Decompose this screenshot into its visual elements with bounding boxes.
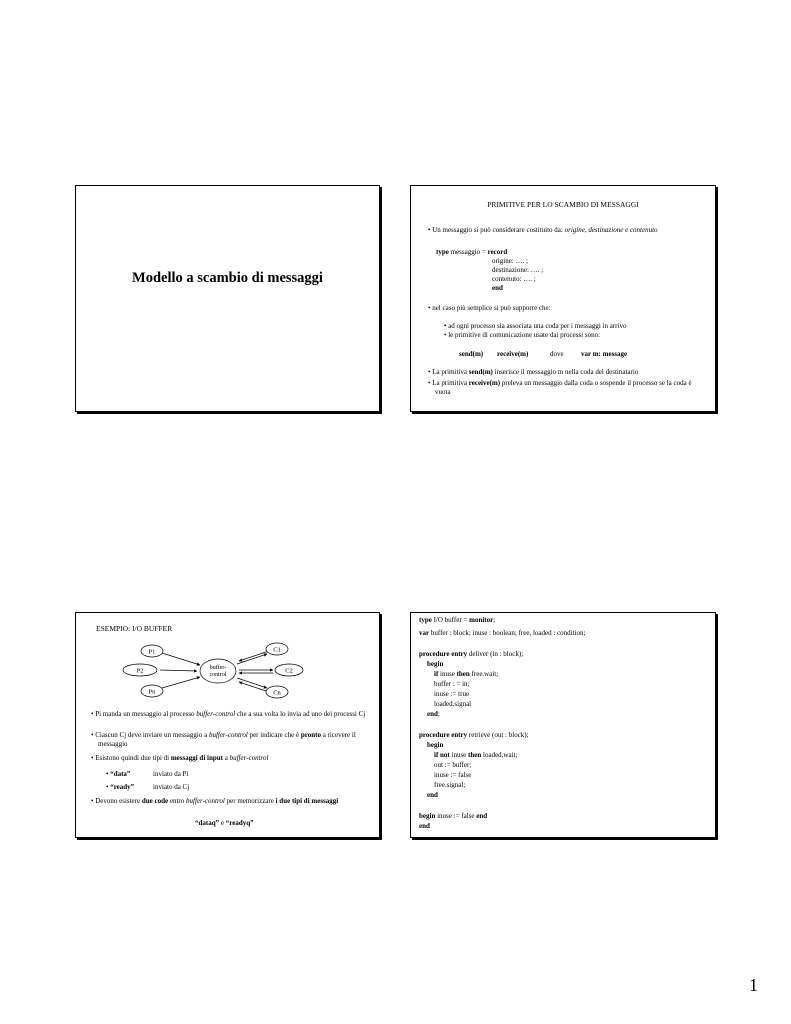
code-line: begin	[427, 741, 444, 749]
prim-var: var m: message	[581, 350, 628, 358]
code-line: if inuse then free.wait;	[434, 670, 499, 678]
prim-receive: receive(m)	[497, 350, 529, 358]
node-label: buffer-	[209, 665, 227, 671]
arrow-pn-to-buffer	[162, 677, 200, 688]
record-field: destinazione: …. ;	[492, 266, 544, 274]
type-line: type messaggio = record	[436, 248, 508, 256]
bullet-queues: • Devono esistere due code entro buffer-control per memorizzare i due tipi di messaggi	[91, 797, 339, 805]
code-line: procedure entry deliver (in : block);	[419, 650, 524, 658]
queue-names: “dataq” e “readyq”	[195, 819, 254, 827]
code-line: free.signal;	[434, 781, 466, 789]
code-line: inuse := true	[434, 690, 470, 698]
bullet-receive: • La primitiva receive(m) preleva un messaggio dalla coda o sospende il processo se la coda è vuota	[428, 379, 692, 396]
record-field: origine: …. ;	[492, 257, 528, 265]
slide-title	[75, 185, 380, 412]
record-end: end	[492, 284, 503, 292]
node-label: Pn	[148, 688, 156, 696]
prim-send: send(m)	[459, 350, 484, 358]
node-label: control	[209, 672, 227, 678]
sub-bullet: • le primitive di comunicazione usate dai processi sono:	[444, 331, 601, 339]
node-label: C1	[273, 646, 281, 654]
sub-bullet-data: • “data”	[106, 770, 131, 778]
code-line: procedure entry retrieve (out : block);	[419, 731, 529, 739]
slide-title-text: Modello a scambio di messaggi	[132, 270, 323, 286]
prim-dove: dove	[550, 350, 564, 358]
bullet-types: • Esistono quindi due tipi di messaggi di input a buffer-control	[91, 754, 269, 762]
code-line: end;	[427, 710, 440, 718]
code-line: if not inuse then loaded.wait;	[434, 751, 518, 759]
arrow-p1-to-buffer	[162, 653, 200, 665]
slide-heading: ESEMPIO: I/O BUFFER	[96, 624, 173, 633]
code-line: end	[427, 791, 438, 799]
node-label: C2	[285, 667, 293, 675]
code-line: begin	[427, 660, 444, 668]
code-line: buffer : = in;	[434, 680, 470, 688]
bullet-simple-case: • nel caso più semplice si può supporre che:	[428, 304, 551, 312]
bullet-pi: • Pi manda un messaggio al processo buffer-control che a sua volta lo invia ad uno dei processi Cj	[91, 710, 366, 718]
node-buffer-control	[200, 659, 236, 683]
arrow-c1-to-buffer	[239, 651, 269, 661]
sub-bullet-ready: • “ready”	[106, 783, 135, 791]
sub-bullet-data-text: inviato da Pi	[153, 770, 189, 778]
page-number: 1	[749, 975, 758, 995]
code-line: loaded.signal	[434, 700, 472, 708]
code-line: begin inuse := false end	[419, 812, 488, 820]
code-line: type I/O buffer = monitor;	[419, 616, 496, 624]
arrow-p2-to-buffer	[160, 670, 197, 671]
bullet-cj: • Ciascun Cj deve inviare un messaggio a buffer-control per indicare che è pronto a ricevere il messaggio	[91, 731, 356, 748]
slide-io-buffer	[75, 612, 380, 838]
sub-bullet: • ad ogni processo sia associata una coda per i messaggi in arrivo	[444, 322, 627, 330]
node-label: Cn	[273, 689, 281, 697]
code-line: end	[419, 822, 430, 830]
arrow-buffer-to-c1	[237, 654, 267, 664]
code-line: var buffer : block; inuse : boolean; free, loaded : condition;	[419, 629, 586, 637]
bullet-send: • La primitiva send(m) inserisce il messaggio m nella coda del destinatario	[428, 368, 639, 376]
record-field: contenuto: …. ;	[492, 275, 536, 283]
buffer-control-diagram	[76, 613, 379, 713]
slide-heading: PRIMITIVE PER LO SCAMBIO DI MESSAGGI	[487, 200, 639, 209]
node-label: P2	[136, 667, 144, 675]
code-line: inuse := false	[434, 771, 472, 779]
slide-primitive	[410, 185, 716, 412]
sub-bullet-ready-text: inviato da Cj	[153, 783, 190, 791]
node-label: P1	[148, 648, 156, 656]
bullet-message: • Un messaggio si può considerare costituito da: origine, destinazione e contenuto	[428, 226, 658, 234]
code-line: out := buffer;	[434, 761, 472, 769]
slide-monitor-code	[410, 612, 716, 838]
